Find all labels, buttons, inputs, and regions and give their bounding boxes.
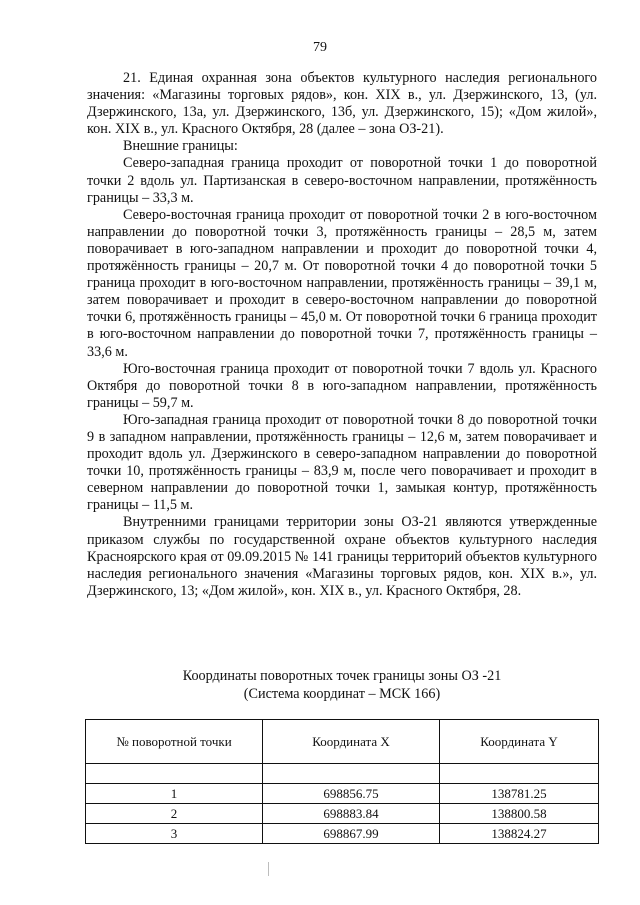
table-spacer-row xyxy=(86,764,599,784)
scan-artifact-mark xyxy=(268,862,269,876)
point-number-cell: 1 xyxy=(86,784,263,804)
coordinate-x-cell: 698856.75 xyxy=(263,784,440,804)
coordinates-table xyxy=(85,719,599,844)
table-caption-title: Координаты поворотных точек границы зоны ОЗ -21 xyxy=(182,668,502,684)
header-coordinate-x: Координата X xyxy=(263,720,440,764)
point-number-cell: 3 xyxy=(86,824,263,844)
table-row xyxy=(86,804,599,824)
coordinate-y-cell: 138781.25 xyxy=(440,784,599,804)
coordinate-x-cell: 698867.99 xyxy=(263,824,440,844)
coordinate-y-cell: 138824.27 xyxy=(440,824,599,844)
table-caption-coordinate-system: (Система координат – МСК 166) xyxy=(243,686,441,702)
paragraph-zone-definition: 21. Единая охранная зона объектов культурного наследия регионального значения: «Магазины торговых рядов», кон. XIX в., ул. Дзержинского, 13, (ул. Дзержинского, 13а, ул. Дзержинского, 13б, ул. Дзержинского, 15); «Дом жилой», кон. XIX в., ул. Красного Октября, 28 (далее – зона ОЗ-21). xyxy=(87,70,597,138)
table-row xyxy=(86,824,599,844)
coordinate-x-cell: 698883.84 xyxy=(263,804,440,824)
paragraph-southwest-border: Юго-западная граница проходит от поворотной точки 8 до поворотной точки 9 в западном направлении, протяжённость границы – 12,6 м, затем поворачивает и проходит вдоль ул. Дзержинского в северо-западном направлении до поворотной точки 10, протяжённость границы – 83,9 м, после чего поворачивает и проходит в северном направлении до поворотной точки 1, замыкая контур, протяжённость границы – 11,5 м. xyxy=(87,411,597,514)
coordinate-y-cell: 138800.58 xyxy=(440,804,599,824)
document-body xyxy=(87,70,597,600)
paragraph-outer-borders-heading: Внешние границы: xyxy=(123,138,238,155)
paragraph-northeast-border: Северо-восточная граница проходит от поворотной точки 2 в юго-восточном направлении до поворотной точки 3, протяжённость границы – 28,5 м, затем поворачивает в юго-западном направлении и проходит до поворотной точки 4, протяжённость границы – 20,7 м. От поворотной точки 4 до поворотной точки 5 граница проходит в юго-восточном направлении, протяжённость границы – 39,1 м, затем поворачивает и проходит в северо-восточном направлении до поворотной точки 6, протяжённость границы – 45,0 м. От поворотной точки 6 граница проходит в юго-восточном направлении до поворотной точки 7, протяжённость границы – 33,6 м. xyxy=(87,206,597,360)
paragraph-inner-borders: Внутренними границами территории зоны ОЗ-21 являются утвержденные приказом службы по государственной охране объектов культурного наследия Красноярского края от 09.09.2015 № 141 границы территорий объектов культурного наследия регионального значения «Магазины торговых рядов, кон. XIX в.», ул. Дзержинского, 13; «Дом жилой», кон. XIX в., ул. Красного Октября, 28. xyxy=(87,514,597,599)
table-caption xyxy=(87,667,597,703)
paragraph-northwest-border: Северо-западная граница проходит от поворотной точки 1 до поворотной точки 2 вдоль ул. Партизанская в северо-восточном направлении, протяжённость границы – 33,3 м. xyxy=(87,155,597,206)
paragraph-southeast-border: Юго-восточная граница проходит от поворотной точки 7 вдоль ул. Красного Октября до поворотной точки 8 в юго-западном направлении, протяжённость границы – 59,7 м. xyxy=(87,360,597,411)
page-number: 79 xyxy=(313,40,327,55)
table-header-row xyxy=(86,720,599,764)
header-point-number: № поворотной точки xyxy=(86,720,263,764)
table-row xyxy=(86,784,599,804)
point-number-cell: 2 xyxy=(86,804,263,824)
header-coordinate-y: Координата Y xyxy=(440,720,599,764)
